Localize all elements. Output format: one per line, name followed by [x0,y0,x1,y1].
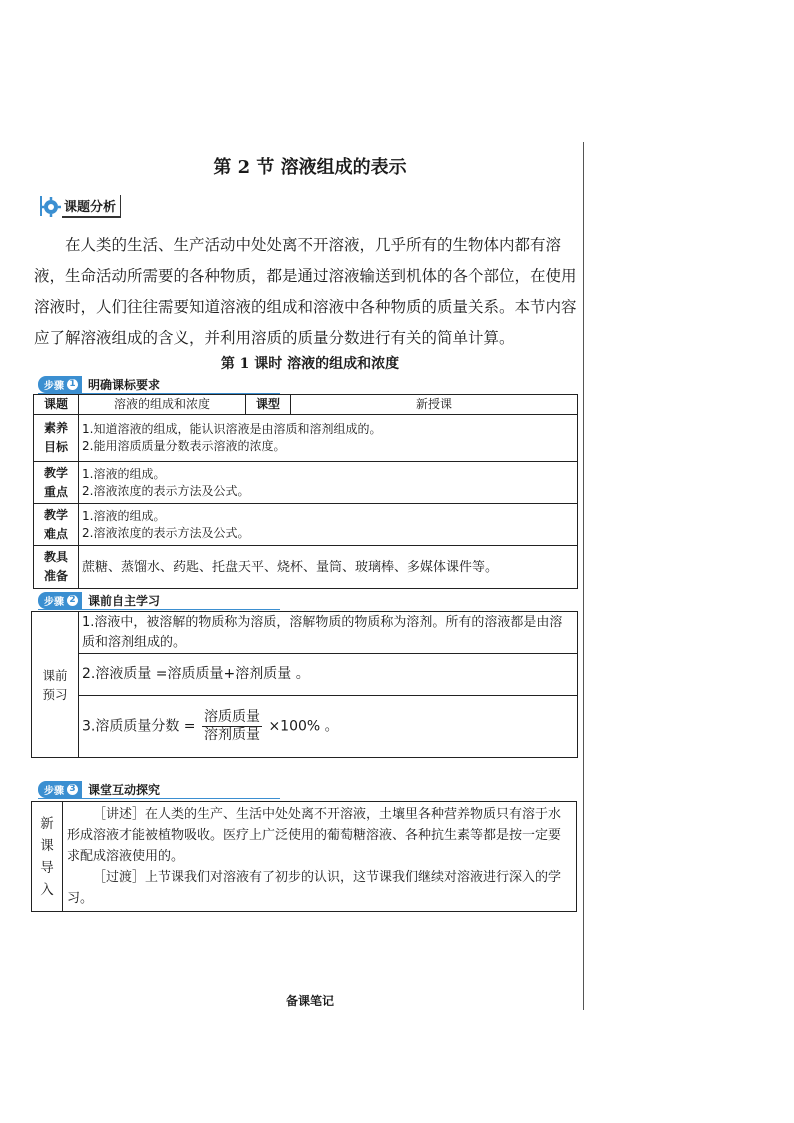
row-content: 1.溶液的组成。 2.溶液浓度的表示方法及公式。 [79,462,578,504]
row-content: 1.溶液的组成。 2.溶液浓度的表示方法及公式。 [79,504,578,546]
table-row [34,504,578,546]
row-content: 蔗糖、蒸馏水、药匙、托盘天平、烧杯、量筒、玻璃棒、多媒体课件等。 [79,546,578,589]
row-label: 素养 目标 [34,415,79,462]
step-3-label: 课堂互动探究 [88,782,161,797]
row-label: 教具 准备 [34,546,79,589]
step-3-number: 3 [67,784,78,795]
topic-header: 课题 [34,395,79,415]
step-3-word: 步骤 [44,785,64,797]
table-row [34,462,578,504]
preview-item-2: 2.溶液质量 =溶质质量+溶剂质量 。 [79,654,578,696]
step-1-header [38,376,160,392]
step-1-pill [38,376,82,393]
lecture-paragraph: ［讲述］在人类的生产、生活中处处离不开溶液，土壤里各种营养物质只有溶于水形成溶液才能被植物吸收。医疗上广泛使用的葡萄糖溶液、各种抗生素等都是按一定要求配成溶液使用的。 [67,807,562,864]
type-header: 课型 [246,395,291,415]
row-label: 教学 重点 [34,462,79,504]
formula-fraction [202,709,262,744]
gear-icon [36,194,62,218]
step-2-word: 步骤 [44,596,64,608]
badge-label: 课题分析 [62,195,121,218]
lesson-notes-footer: 备课笔记 [285,994,334,1008]
type-value: 新授课 [291,395,578,415]
formula-suffix: ×100% 。 [268,718,339,735]
step-3-pill [38,781,82,798]
lesson-title: 第 1 课时 溶液的组成和浓度 [220,356,400,372]
classroom-table [31,801,577,912]
topic-value: 溶液的组成和浓度 [79,395,246,415]
preview-item-3 [79,696,578,758]
step-1-label: 明确课标要求 [88,377,161,392]
topic-analysis-badge [36,194,121,218]
step-2-number: 2 [67,595,78,606]
preview-label: 课前 预习 [32,612,79,758]
preview-item-1: 1.溶液中，被溶解的物质称为溶质，溶解物质的物质称为溶剂。所有的溶液都是由溶质和溶剂组成的。 [79,612,578,654]
fraction-numerator: 溶质质量 [204,709,260,725]
step-2-header [38,592,160,608]
step-2-pill [38,592,82,609]
step-1-word: 步骤 [44,380,64,392]
step-2-label: 课前自主学习 [88,593,161,608]
preview-table [31,611,578,758]
intro-content [63,802,577,912]
curriculum-table [33,394,578,589]
page-divider-line [583,142,584,1010]
table-row [34,415,578,462]
intro-label: 新 课 导 入 [32,802,63,912]
row-content: 1.知道溶液的组成，能认识溶液是由溶质和溶剂组成的。 2.能用溶质质量分数表示溶液的浓度。 [79,415,578,462]
step-3-header [38,781,160,797]
step-1-number: 1 [67,379,78,390]
row-label: 教学 难点 [34,504,79,546]
section-title: 第 2 节 溶液组成的表示 [213,157,407,178]
table-row [34,546,578,589]
intro-paragraph: 在人类的生活、生产活动中处处离不开溶液，几乎所有的生物体内都有溶液，生命活动所需要的各种物质，都是通过溶液输送到机体的各个部位，在使用溶液时，人们往往需要知道溶液的组成和溶液中各种物质的质量关系。本节内容应了解溶液组成的含义，并利用溶质的质量分数进行有关的简单计算。 [34,236,577,347]
transition-paragraph: ［过渡］上节课我们对溶液有了初步的认识，这节课我们继续对溶液进行深入的学习。 [67,870,562,906]
formula-prefix: 3.溶质质量分数 = [82,718,196,735]
fraction-denominator: 溶剂质量 [204,727,260,743]
